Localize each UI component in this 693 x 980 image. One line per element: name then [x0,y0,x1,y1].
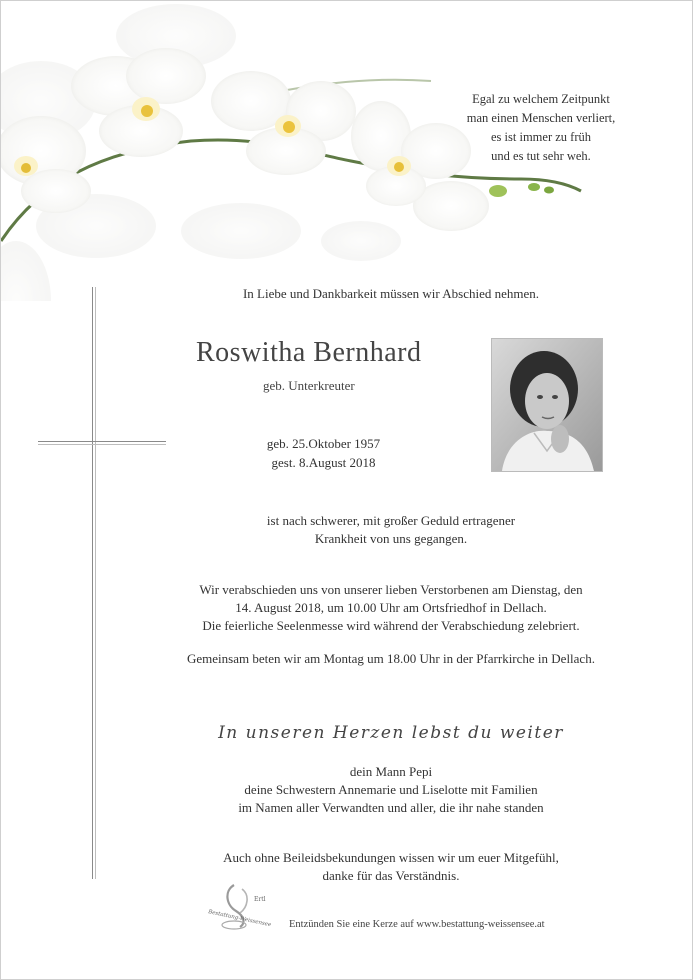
prayer-text [101,650,681,668]
deceased-name: Roswitha Bernhard [196,337,422,368]
prayer-line: Gemeinsam beten wir am Montag um 18.00 Uhr in der Pfarrkirche in Dellach. [187,651,595,666]
birth-date: geb. 25.Oktober 1957 [266,436,381,451]
funeral-line: 14. August 2018, um 10.00 Uhr am Ortsfriedhof in Dellach. [235,600,547,615]
funeral-line: Wir verabschieden uns von unserer lieben Verstorbenen am Dienstag, den [199,582,583,597]
poem-line: Egal zu welchem Zeitpunkt [472,92,610,106]
death-date: gest. 8.August 2018 [271,455,376,470]
motto-script: In unseren Herzen lebst du weiter [218,723,564,743]
illness-text [101,512,681,548]
portrait-image [492,339,602,471]
intro-text: In Liebe und Dankbarkeit müssen wir Abschied nehmen. [242,286,540,301]
closing-line: danke für das Verständnis. [322,868,460,883]
mourners-line: im Namen aller Verwandten und aller, die ihr nahe standen [238,800,544,815]
cross-horizontal [38,441,166,442]
funeral-text [101,581,681,635]
mourners-text [101,763,681,817]
poem-line: es ist immer zu früh [491,130,591,144]
cross-vertical-shadow [95,287,96,879]
poem-line: und es tut sehr weh. [491,149,591,163]
closing-text [101,849,681,885]
illness-line: ist nach schwerer, mit großer Geduld ertragener [266,513,516,528]
life-dates [246,434,401,472]
illness-line: Krankheit von uns gegangen. [314,531,468,546]
poem-line: man einen Menschen verliert, [466,111,616,125]
closing-line: Auch ohne Beileidsbekundungen wissen wir um euer Mitgefühl, [223,850,559,865]
funeral-line: Die feierliche Seelenmesse wird während der Verabschiedung zelebriert. [202,618,580,633]
funeral-home-logo [206,881,276,931]
mourners-line: dein Mann Pepi [349,764,433,779]
logo-text-bottom: Bestattung-Weissensee [207,909,272,929]
website-link-text: Entzünden Sie eine Kerze auf www.bestattung-weissensee.at [289,919,545,930]
mourners-line: deine Schwestern Annemarie und Liselotte mit Familien [244,782,538,797]
cross-horizontal-shadow [38,444,166,445]
logo-text-top: Ertl [254,896,266,903]
portrait-photo [491,338,603,472]
maiden-name: geb. Unterkreuter [263,378,355,393]
poem [441,90,641,166]
cross-vertical [92,287,93,879]
